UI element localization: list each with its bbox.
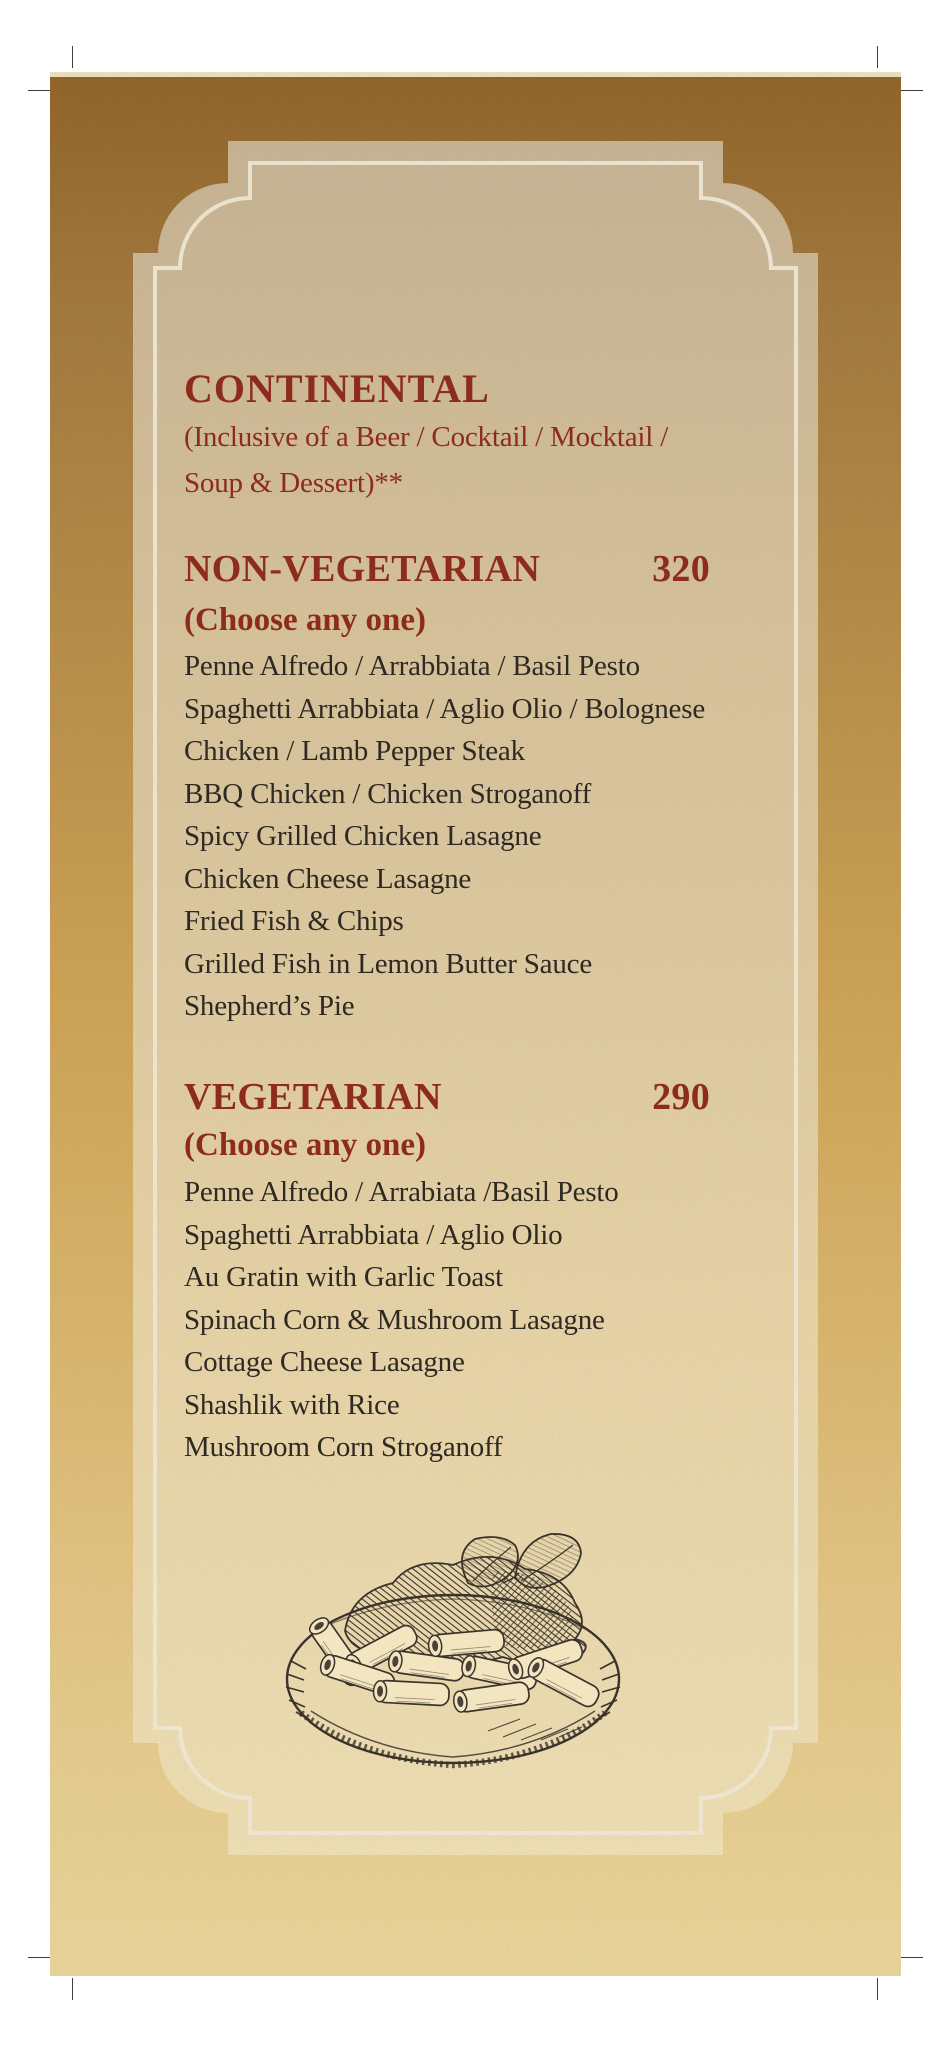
menu-item: Grilled Fish in Lemon Butter Sauce bbox=[184, 947, 592, 980]
menu-item: Spaghetti Arrabbiata / Aglio Olio / Bolognese bbox=[184, 692, 705, 725]
crop-mark bbox=[72, 46, 73, 68]
menu-item: Penne Alfredo / Arrabiata /Basil Pesto bbox=[184, 1176, 619, 1208]
menu-item: Cottage Cheese Lasagne bbox=[184, 1346, 465, 1378]
basil-leaves bbox=[462, 1534, 581, 1588]
pasta-plate-illustration bbox=[263, 1531, 645, 1791]
menu-item: Penne Alfredo / Arrabbiata / Basil Pesto bbox=[184, 650, 640, 682]
section-name: VEGETARIAN bbox=[184, 1076, 442, 1118]
non-vegetarian-item-list bbox=[184, 645, 705, 1028]
menu-item: BBQ Chicken / Chicken Stroganoff bbox=[184, 777, 592, 810]
section-price: 320 bbox=[652, 548, 710, 590]
vegetarian-item-list bbox=[184, 1171, 619, 1469]
section-heading-non-vegetarian bbox=[184, 548, 710, 590]
menu-item: Au Gratin with Garlic Toast bbox=[184, 1261, 504, 1293]
section-note: (Choose any one) bbox=[184, 1127, 427, 1163]
section-name: NON-VEGETARIAN bbox=[184, 548, 541, 590]
crop-mark bbox=[72, 1978, 73, 2000]
menu-item: Chicken Cheese Lasagne bbox=[184, 862, 472, 895]
menu-item: Spinach Corn & Mushroom Lasagne bbox=[184, 1303, 605, 1336]
subtitle-line: Soup & Dessert)** bbox=[184, 467, 403, 499]
crop-mark bbox=[877, 46, 878, 68]
menu-item: Spicy Grilled Chicken Lasagne bbox=[184, 820, 542, 852]
menu-item: Shashlik with Rice bbox=[184, 1388, 400, 1421]
menu-item: Mushroom Corn Stroganoff bbox=[184, 1431, 503, 1463]
menu-item: Spaghetti Arrabbiata / Aglio Olio bbox=[184, 1218, 563, 1251]
section-heading-vegetarian bbox=[184, 1076, 710, 1118]
section-note: (Choose any one) bbox=[184, 602, 427, 638]
menu-category-title: CONTINENTAL bbox=[184, 366, 490, 411]
menu-item: Fried Fish & Chips bbox=[184, 905, 404, 937]
subtitle-line: (Inclusive of a Beer / Cocktail / Mocktail / bbox=[184, 421, 669, 453]
section-price: 290 bbox=[652, 1076, 710, 1118]
crop-mark bbox=[877, 1978, 878, 2000]
menu-subtitle bbox=[184, 414, 668, 506]
menu-item: Shepherd’s Pie bbox=[184, 990, 355, 1022]
menu-item: Chicken / Lamb Pepper Steak bbox=[184, 735, 525, 767]
